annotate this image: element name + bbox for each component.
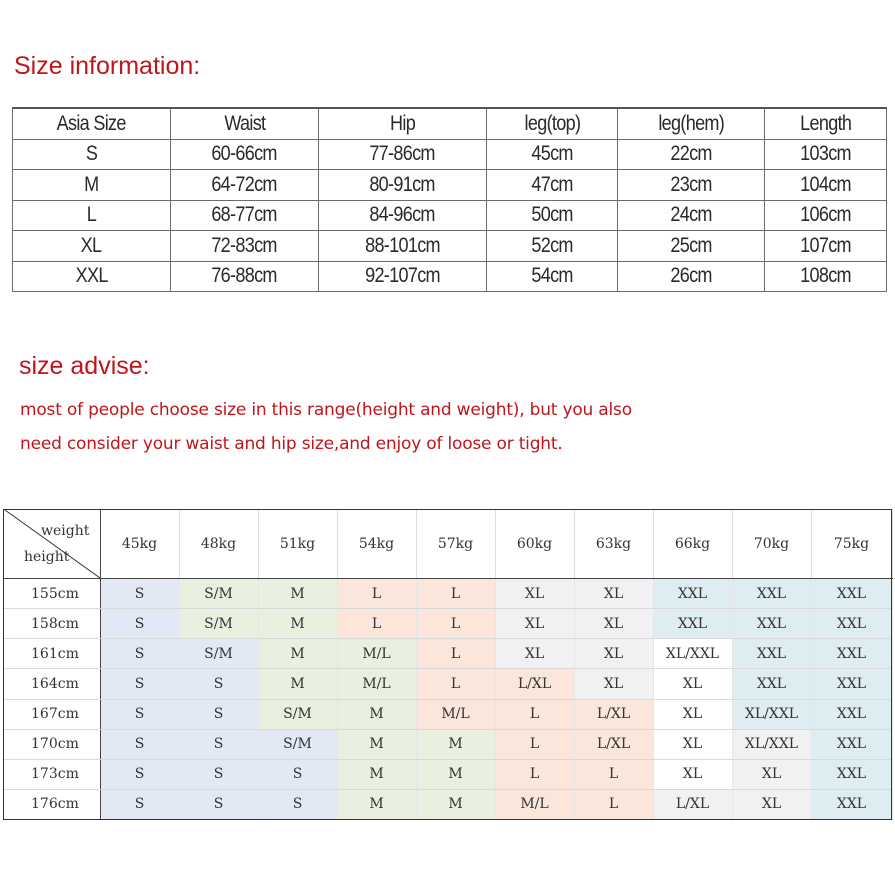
size-recommendation-cell: XXL (732, 669, 811, 699)
size-table-cell: 68-77cm (171, 200, 319, 231)
size-recommendation-cell: L/XL (574, 729, 653, 759)
size-recommendation-cell: XXL (732, 579, 811, 609)
size-recommendation-cell: S (100, 789, 179, 819)
size-table-cell: 88-101cm (319, 231, 487, 262)
size-recommendation-cell: M (337, 789, 416, 819)
size-recommendation-cell: XXL (811, 639, 892, 669)
size-recommendation-cell: XL (495, 579, 574, 609)
size-recommendation-cell: XL (653, 729, 732, 759)
size-recommendation-cell: XL/XXL (732, 729, 811, 759)
size-recommendation-cell: S/M (258, 699, 337, 729)
size-recommendation-cell: XXL (653, 609, 732, 639)
size-recommendation-cell: S (179, 789, 258, 819)
size-recommendation-cell: L (416, 579, 495, 609)
weight-header: 63kg (574, 509, 653, 579)
size-table-cell: 45cm (487, 139, 618, 170)
size-table-row (13, 261, 887, 292)
size-recommendation-cell: L/XL (495, 669, 574, 699)
size-recommendation-cell: L (495, 699, 574, 729)
size-advise-table (3, 509, 893, 820)
size-table-cell: S (13, 139, 171, 170)
size-table-cell: 106cm (765, 200, 887, 231)
height-label: 167cm (3, 699, 100, 729)
size-recommendation-cell: XXL (811, 669, 892, 699)
advise-text-line-1: most of people choose size in this range(height and weight), but you also (20, 400, 632, 420)
size-table-cell: 107cm (765, 231, 887, 262)
size-recommendation-cell: S (179, 699, 258, 729)
size-recommendation-cell: L (495, 729, 574, 759)
advise-header-row (3, 509, 892, 579)
size-table-header: leg(top) (487, 108, 618, 139)
size-table-cell: 47cm (487, 170, 618, 201)
size-recommendation-cell: XL (574, 579, 653, 609)
size-recommendation-cell: M (416, 789, 495, 819)
size-table-header: Asia Size (13, 108, 171, 139)
weight-header: 60kg (495, 509, 574, 579)
size-table-cell: M (13, 170, 171, 201)
size-recommendation-cell: XXL (653, 579, 732, 609)
size-table-row (13, 139, 887, 170)
size-table-cell: 108cm (765, 261, 887, 292)
weight-header: 57kg (416, 509, 495, 579)
size-recommendation-cell: XXL (732, 639, 811, 669)
size-advise-heading: size advise: (19, 352, 150, 380)
size-recommendation-cell: S (179, 729, 258, 759)
size-recommendation-cell: S (100, 609, 179, 639)
size-recommendation-cell: XXL (811, 609, 892, 639)
size-table-row (13, 200, 887, 231)
size-table-cell: 54cm (487, 261, 618, 292)
size-table-cell: 52cm (487, 231, 618, 262)
size-recommendation-cell: S/M (179, 579, 258, 609)
size-recommendation-cell: L/XL (574, 699, 653, 729)
size-table-cell: XXL (13, 261, 171, 292)
size-table-row (13, 231, 887, 262)
size-recommendation-cell: L (416, 609, 495, 639)
size-recommendation-cell: L (574, 789, 653, 819)
size-recommendation-cell: M/L (337, 669, 416, 699)
size-recommendation-cell: XXL (732, 609, 811, 639)
size-recommendation-cell: L/XL (653, 789, 732, 819)
weight-axis-label: weight (41, 523, 90, 539)
advise-row (3, 609, 892, 639)
size-recommendation-cell: S (100, 759, 179, 789)
size-recommendation-cell: XL (574, 669, 653, 699)
size-table-cell: XL (13, 231, 171, 262)
size-table-cell: 23cm (618, 170, 765, 201)
size-recommendation-cell: M/L (495, 789, 574, 819)
size-recommendation-cell: M (258, 579, 337, 609)
size-recommendation-cell: S (179, 669, 258, 699)
size-recommendation-cell: S (100, 699, 179, 729)
size-recommendation-cell: M (416, 729, 495, 759)
size-table-row (13, 170, 887, 201)
size-recommendation-cell: XXL (811, 579, 892, 609)
height-label: 161cm (3, 639, 100, 669)
size-recommendation-cell: XL (653, 759, 732, 789)
size-recommendation-cell: XXL (811, 789, 892, 819)
size-table-cell: L (13, 200, 171, 231)
size-table-header: leg(hem) (618, 108, 765, 139)
size-recommendation-cell: XL/XXL (732, 699, 811, 729)
size-recommendation-cell: S (258, 789, 337, 819)
size-table-cell: 60-66cm (171, 139, 319, 170)
size-recommendation-cell: S/M (258, 729, 337, 759)
size-table-header: Length (765, 108, 887, 139)
size-recommendation-cell: XL (574, 639, 653, 669)
weight-header: 75kg (811, 509, 892, 579)
weight-header: 51kg (258, 509, 337, 579)
size-information-heading: Size information: (14, 52, 201, 80)
size-recommendation-cell: M (258, 669, 337, 699)
size-recommendation-cell: S (100, 639, 179, 669)
size-recommendation-cell: M (258, 609, 337, 639)
height-label: 170cm (3, 729, 100, 759)
size-recommendation-cell: M (337, 759, 416, 789)
size-recommendation-cell: S/M (179, 639, 258, 669)
size-table-cell: 103cm (765, 139, 887, 170)
size-table-cell: 92-107cm (319, 261, 487, 292)
size-recommendation-cell: XL (653, 699, 732, 729)
height-label: 158cm (3, 609, 100, 639)
advise-row (3, 759, 892, 789)
size-recommendation-cell: M (258, 639, 337, 669)
size-recommendation-cell: M (416, 759, 495, 789)
advise-row (3, 669, 892, 699)
weight-header: 70kg (732, 509, 811, 579)
advise-row (3, 789, 892, 819)
weight-header: 66kg (653, 509, 732, 579)
height-label: 155cm (3, 579, 100, 609)
size-recommendation-cell: XL (653, 669, 732, 699)
size-table-cell: 84-96cm (319, 200, 487, 231)
advise-text-line-2: need consider your waist and hip size,and enjoy of loose or tight. (20, 434, 563, 454)
size-recommendation-cell: XXL (811, 759, 892, 789)
height-axis-label: height (24, 549, 70, 565)
size-recommendation-cell: XL (732, 759, 811, 789)
weight-header: 54kg (337, 509, 416, 579)
size-recommendation-cell: S (179, 759, 258, 789)
advise-row (3, 699, 892, 729)
height-label: 164cm (3, 669, 100, 699)
advise-row (3, 729, 892, 759)
size-recommendation-cell: S (100, 729, 179, 759)
size-recommendation-cell: M/L (416, 699, 495, 729)
height-label: 176cm (3, 789, 100, 819)
size-table-cell: 64-72cm (171, 170, 319, 201)
size-recommendation-cell: XL/XXL (653, 639, 732, 669)
weight-header: 45kg (100, 509, 179, 579)
size-recommendation-cell: L (495, 759, 574, 789)
size-recommendation-cell: S (100, 579, 179, 609)
size-recommendation-cell: S (100, 669, 179, 699)
size-information-table (12, 107, 887, 292)
size-recommendation-cell: L (416, 669, 495, 699)
size-recommendation-cell: L (337, 579, 416, 609)
size-table-cell: 26cm (618, 261, 765, 292)
advise-row (3, 639, 892, 669)
size-recommendation-cell: S/M (179, 609, 258, 639)
size-recommendation-cell: M/L (337, 639, 416, 669)
size-table-header: Waist (171, 108, 319, 139)
height-label: 173cm (3, 759, 100, 789)
size-table-cell: 77-86cm (319, 139, 487, 170)
size-recommendation-cell: XL (574, 609, 653, 639)
size-table-cell: 104cm (765, 170, 887, 201)
size-table-header: Hip (319, 108, 487, 139)
size-recommendation-cell: L (337, 609, 416, 639)
size-table-cell: 24cm (618, 200, 765, 231)
size-table-cell: 25cm (618, 231, 765, 262)
size-recommendation-cell: M (337, 699, 416, 729)
size-recommendation-cell: S (258, 759, 337, 789)
advise-row (3, 579, 892, 609)
size-table-cell: 22cm (618, 139, 765, 170)
size-recommendation-cell: XL (732, 789, 811, 819)
size-table-header-row (13, 108, 887, 139)
size-recommendation-cell: L (574, 759, 653, 789)
size-recommendation-cell: L (416, 639, 495, 669)
diagonal-divider (3, 509, 100, 578)
size-table-cell: 76-88cm (171, 261, 319, 292)
size-table-cell: 80-91cm (319, 170, 487, 201)
corner-cell (3, 509, 100, 579)
size-recommendation-cell: XL (495, 609, 574, 639)
size-recommendation-cell: XXL (811, 729, 892, 759)
size-recommendation-cell: M (337, 729, 416, 759)
size-table-cell: 50cm (487, 200, 618, 231)
size-table-cell: 72-83cm (171, 231, 319, 262)
size-recommendation-cell: XXL (811, 699, 892, 729)
weight-header: 48kg (179, 509, 258, 579)
size-recommendation-cell: XL (495, 639, 574, 669)
